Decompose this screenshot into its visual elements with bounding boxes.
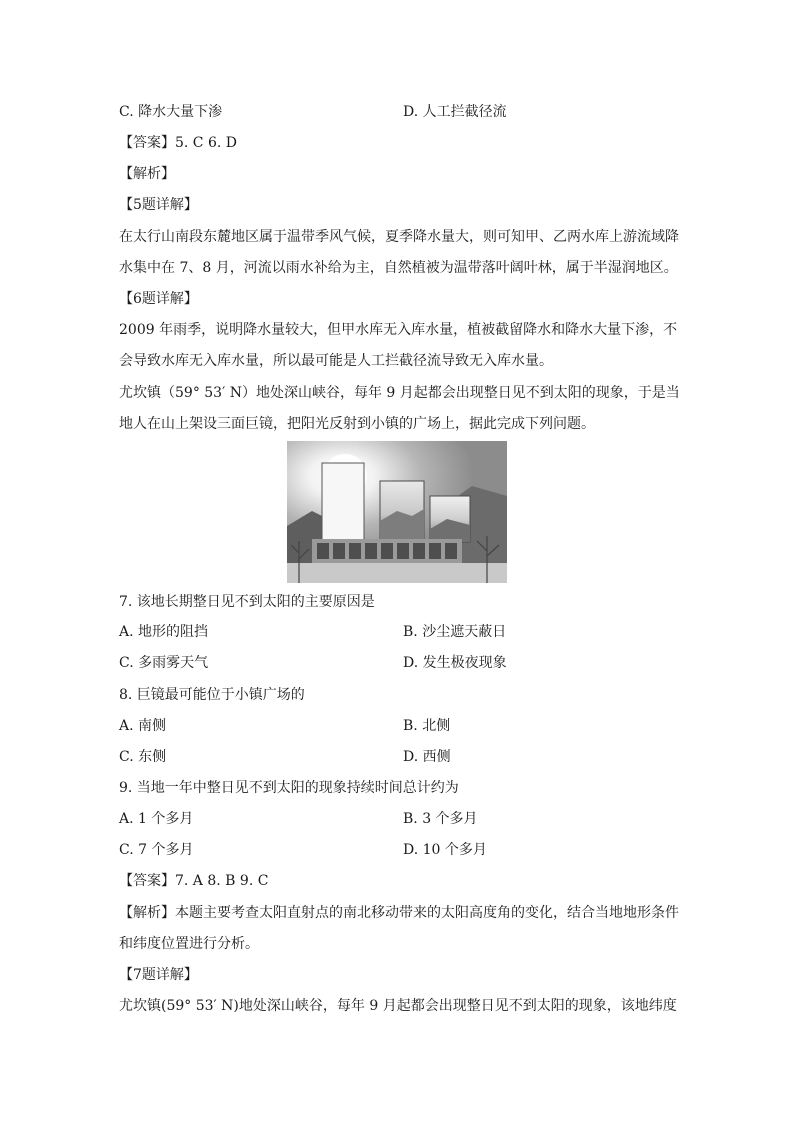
question-9: 9. 当地一年中整日见不到太阳的现象持续时间总计约为 (119, 780, 459, 796)
q7-option-d: D. 发生极夜现象 (403, 655, 507, 671)
q6-option-d: D. 人工拦截径流 (403, 104, 507, 120)
answer-7-9: 【答案】7. A 8. B 9. C (119, 873, 269, 889)
q7-detail-heading: 【7题详解】 (119, 967, 198, 983)
q6-option-c: C. 降水大量下渗 (119, 104, 223, 120)
q6-detail-line-1: 2009 年雨季，说明降水量较大，但甲水库无入库水量，植被截留降水和降水大量下渗，不 (119, 322, 678, 338)
analysis-heading: 【解析】 (119, 166, 175, 182)
q8-option-d: D. 西侧 (403, 749, 451, 765)
passage-line-2: 地人在山上架设三面巨镜，把阳光反射到小镇的广场上，据此完成下列问题。 (119, 416, 595, 432)
q6-detail-heading: 【6题详解】 (119, 291, 198, 307)
q7-detail-line-1: 尤坎镇(59° 53′ N)地处深山峡谷，每年 9 月起都会出现整日见不到太阳的现象，该地纬度 (119, 998, 677, 1014)
q8-option-a: A. 南侧 (119, 718, 167, 734)
q5-detail-line-2: 水集中在 7、8 月，河流以雨水补给为主，自然植被为温带落叶阔叶林，属于半湿润地区。 (119, 260, 678, 276)
passage-line-1: 尤坎镇（59° 53′ N）地处深山峡谷，每年 9 月起都会出现整日见不到太阳的现象，于是当 (119, 385, 680, 401)
mirrors-photo-image (287, 441, 507, 583)
answer-5-6: 【答案】5. C 6. D (119, 135, 238, 151)
q6-detail-line-2: 会导致水库无入库水量，所以最可能是人工拦截径流导致无入库水量。 (119, 353, 553, 369)
mirrors-photo (287, 441, 507, 583)
question-7: 7. 该地长期整日见不到太阳的主要原因是 (119, 594, 375, 610)
q5-detail-line-1: 在太行山南段东麓地区属于温带季风气候，夏季降水量大，则可知甲、乙两水库上游流域降 (119, 229, 679, 245)
q8-option-c: C. 东侧 (119, 749, 167, 765)
question-8: 8. 巨镜最可能位于小镇广场的 (119, 687, 305, 703)
analysis-line-1: 【解析】本题主要考查太阳直射点的南北移动带来的太阳高度角的变化，结合当地地形条件 (119, 905, 679, 921)
q7-option-b: B. 沙尘遮天蔽日 (403, 624, 507, 640)
q7-option-a: A. 地形的阻挡 (119, 624, 209, 640)
q8-option-b: B. 北侧 (403, 718, 451, 734)
q5-detail-heading: 【5题详解】 (119, 197, 198, 213)
q9-option-c: C. 7 个多月 (119, 842, 194, 858)
analysis-line-2: 和纬度位置进行分析。 (119, 936, 259, 952)
q9-option-a: A. 1 个多月 (119, 811, 194, 827)
q9-option-b: B. 3 个多月 (403, 811, 478, 827)
q7-option-c: C. 多雨雾天气 (119, 655, 209, 671)
q9-option-d: D. 10 个多月 (403, 842, 487, 858)
